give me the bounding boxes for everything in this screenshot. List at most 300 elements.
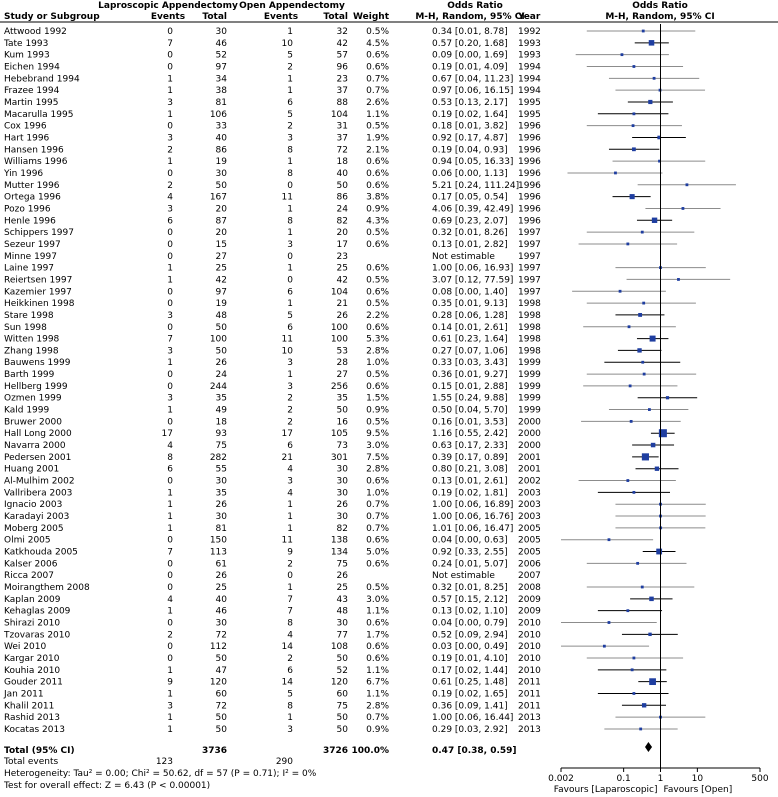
point-estimate bbox=[666, 396, 669, 399]
events-lap: 7 bbox=[167, 334, 173, 345]
study-name: Kouhia 2010 bbox=[4, 665, 61, 676]
weight: 0.5% bbox=[366, 228, 389, 239]
point-estimate bbox=[626, 243, 629, 246]
year: 2000 bbox=[518, 429, 541, 440]
events-lap: 1 bbox=[167, 689, 173, 700]
year: 1997 bbox=[518, 263, 541, 274]
study-name: Ignacio 2003 bbox=[4, 500, 63, 511]
year: 1998 bbox=[518, 310, 541, 321]
weight: 0.6% bbox=[366, 180, 389, 191]
year: 1995 bbox=[518, 109, 541, 120]
weight: 0.6% bbox=[366, 263, 389, 274]
point-estimate bbox=[630, 420, 633, 423]
events-lap: 0 bbox=[167, 381, 173, 392]
header-total-1: Total bbox=[202, 12, 227, 22]
total-lap: 33 bbox=[215, 121, 227, 132]
events-open: 3 bbox=[287, 239, 293, 250]
point-estimate bbox=[630, 194, 635, 199]
events-lap: 0 bbox=[167, 287, 173, 298]
odds-ratio-ci: 1.16 [0.55, 2.42] bbox=[432, 429, 508, 440]
odds-ratio-ci: 0.19 [0.02, 1.65] bbox=[432, 689, 508, 700]
events-open: 1 bbox=[287, 74, 293, 85]
study-name: Karadayi 2003 bbox=[4, 512, 70, 523]
odds-ratio-ci: 0.03 [0.00, 0.49] bbox=[432, 642, 508, 653]
year: 1997 bbox=[518, 287, 541, 298]
odds-ratio-ci: 0.50 [0.04, 5.70] bbox=[432, 405, 508, 416]
total-lap: 30 bbox=[215, 512, 227, 523]
point-estimate bbox=[642, 703, 646, 707]
total-open: 40 bbox=[336, 168, 348, 179]
point-estimate bbox=[632, 124, 635, 127]
point-estimate bbox=[641, 586, 644, 589]
events-open: 11 bbox=[281, 334, 293, 345]
total-label: Total (95% CI) bbox=[4, 746, 75, 756]
study-name: Eichen 1994 bbox=[4, 62, 60, 73]
events-lap: 1 bbox=[167, 512, 173, 523]
total-lap: 26 bbox=[215, 571, 227, 582]
odds-ratio-ci: 0.14 [0.01, 2.61] bbox=[432, 322, 508, 333]
point-estimate bbox=[608, 621, 611, 624]
x-axis-tick-label: 10 bbox=[691, 774, 704, 784]
events-open: 0 bbox=[287, 275, 293, 286]
events-lap: 0 bbox=[167, 559, 173, 570]
total-lap: 20 bbox=[215, 204, 227, 215]
year: 1998 bbox=[518, 334, 541, 345]
events-open: 8 bbox=[287, 168, 293, 179]
header-or-group-plot: Odds Ratio bbox=[632, 1, 688, 11]
weight: 0.6% bbox=[366, 559, 389, 570]
odds-ratio-ci: 0.52 [0.09, 2.94] bbox=[432, 630, 508, 641]
point-estimate bbox=[603, 645, 606, 648]
events-lap: 17 bbox=[161, 429, 173, 440]
year: 1998 bbox=[518, 346, 541, 357]
events-open: 8 bbox=[287, 145, 293, 156]
study-name: Frazee 1994 bbox=[4, 86, 60, 97]
weight: 0.7% bbox=[366, 523, 389, 534]
point-estimate bbox=[653, 77, 656, 80]
odds-ratio-ci: 0.63 [0.17, 2.33] bbox=[432, 441, 508, 452]
weight: 1.7% bbox=[366, 630, 389, 641]
events-open: 6 bbox=[287, 322, 293, 333]
year: 2000 bbox=[518, 441, 541, 452]
total-lap: 19 bbox=[215, 157, 227, 168]
events-lap: 0 bbox=[167, 62, 173, 73]
events-lap: 3 bbox=[167, 393, 173, 404]
events-open: 1 bbox=[287, 263, 293, 274]
year: 1999 bbox=[518, 405, 541, 416]
study-name: Attwood 1992 bbox=[4, 27, 67, 37]
study-name: Gouder 2011 bbox=[4, 677, 63, 688]
year: 2013 bbox=[518, 713, 541, 724]
events-open: 11 bbox=[281, 192, 293, 203]
point-estimate bbox=[677, 278, 680, 281]
weight: 2.8% bbox=[366, 701, 389, 712]
study-name: Cox 1996 bbox=[4, 121, 47, 132]
year: 1996 bbox=[518, 168, 541, 179]
year: 2009 bbox=[518, 594, 541, 605]
events-lap: 1 bbox=[167, 275, 173, 286]
heterogeneity-text: Heterogeneity: Tau² = 0.00; Chi² = 50.62, df = 57 (P = 0.71); I² = 0% bbox=[4, 769, 317, 779]
point-estimate bbox=[648, 408, 651, 411]
total-open: 43 bbox=[336, 594, 348, 605]
events-lap: 0 bbox=[167, 50, 173, 61]
weight: 2.2% bbox=[366, 310, 389, 321]
year: 2011 bbox=[518, 701, 541, 712]
odds-ratio-ci: Not estimable bbox=[432, 571, 495, 582]
weight: 0.5% bbox=[366, 417, 389, 428]
weight: 1.1% bbox=[366, 109, 389, 120]
study-name: Minne 1997 bbox=[4, 251, 57, 262]
year: 1994 bbox=[518, 74, 541, 85]
year: 1996 bbox=[518, 145, 541, 156]
total-lap: 38 bbox=[215, 86, 227, 97]
header-year: Year bbox=[518, 12, 541, 22]
study-name: Pedersen 2001 bbox=[4, 452, 72, 463]
point-estimate bbox=[656, 549, 662, 555]
overall-effect-text: Test for overall effect: Z = 6.43 (P < 0.00001) bbox=[4, 781, 211, 791]
point-estimate bbox=[682, 207, 685, 210]
odds-ratio-ci: 0.09 [0.00, 1.69] bbox=[432, 50, 508, 61]
total-lap: 113 bbox=[209, 547, 227, 558]
x-axis-tick-label: 0.1 bbox=[616, 774, 631, 784]
odds-ratio-ci: 5.21 [0.24, 111.24] bbox=[432, 180, 520, 191]
odds-ratio-ci: 0.06 [0.00, 1.13] bbox=[432, 168, 508, 179]
odds-ratio-ci: 0.69 [0.23, 2.07] bbox=[432, 216, 508, 227]
total-open: 104 bbox=[330, 109, 348, 120]
odds-ratio-ci: 1.00 [0.06, 16.76] bbox=[432, 512, 514, 523]
events-lap: 2 bbox=[167, 180, 173, 191]
events-open: 4 bbox=[287, 464, 293, 475]
odds-ratio-ci: 0.13 [0.01, 2.61] bbox=[432, 476, 508, 487]
study-name: Reiertsen 1997 bbox=[4, 275, 73, 286]
total-open: 50 bbox=[336, 724, 348, 735]
year: 2003 bbox=[518, 500, 541, 511]
odds-ratio-ci: 0.13 [0.02, 1.10] bbox=[432, 606, 508, 617]
study-name: Zhang 1998 bbox=[4, 346, 59, 357]
weight: 1.5% bbox=[366, 393, 389, 404]
total-open: 30 bbox=[336, 488, 348, 499]
total-lap: 97 bbox=[215, 62, 227, 73]
total-lap: 42 bbox=[215, 275, 227, 286]
study-name: Kald 1999 bbox=[4, 405, 50, 416]
total-open: 26 bbox=[336, 500, 348, 511]
total-lap: 150 bbox=[209, 535, 227, 546]
odds-ratio-ci: 0.08 [0.00, 1.40] bbox=[432, 287, 508, 298]
events-open: 3 bbox=[287, 133, 293, 144]
point-estimate bbox=[638, 313, 642, 317]
total-open: 88 bbox=[336, 97, 348, 108]
odds-ratio-ci: 0.19 [0.02, 1.81] bbox=[432, 488, 508, 499]
events-open: 21 bbox=[281, 452, 293, 463]
events-lap: 0 bbox=[167, 571, 173, 582]
total-events-label: Total events bbox=[4, 757, 59, 767]
point-estimate bbox=[655, 467, 659, 471]
odds-ratio-ci: 0.39 [0.17, 0.89] bbox=[432, 452, 508, 463]
year: 2011 bbox=[518, 677, 541, 688]
total-lap: 25 bbox=[215, 263, 227, 274]
total-lap: 50 bbox=[215, 346, 227, 357]
events-open: 5 bbox=[287, 310, 293, 321]
events-open: 0 bbox=[287, 571, 293, 582]
year: 2011 bbox=[518, 689, 541, 700]
events-lap: 1 bbox=[167, 665, 173, 676]
point-estimate bbox=[643, 373, 646, 376]
study-name: Martin 1995 bbox=[4, 97, 59, 108]
total-lap: 48 bbox=[215, 310, 227, 321]
year: 1996 bbox=[518, 157, 541, 168]
study-name: Stare 1998 bbox=[4, 310, 54, 321]
total-open: 52 bbox=[336, 665, 348, 676]
events-open: 6 bbox=[287, 441, 293, 452]
header-total-2: Total bbox=[323, 12, 348, 22]
events-lap: 0 bbox=[167, 228, 173, 239]
weight: 4.3% bbox=[366, 216, 389, 227]
events-open: 14 bbox=[281, 642, 293, 653]
total-lap: 50 bbox=[215, 713, 227, 724]
study-name: Mutter 1996 bbox=[4, 180, 60, 191]
study-name: Sun 1998 bbox=[4, 322, 47, 333]
total-lap: 50 bbox=[215, 322, 227, 333]
year: 1997 bbox=[518, 228, 541, 239]
odds-ratio-ci: 0.92 [0.17, 4.87] bbox=[432, 133, 508, 144]
events-lap: 3 bbox=[167, 97, 173, 108]
events-lap: 1 bbox=[167, 606, 173, 617]
total-open: 50 bbox=[336, 653, 348, 664]
total-open: 16 bbox=[336, 417, 348, 428]
total-open: 256 bbox=[330, 381, 348, 392]
odds-ratio-ci: 0.17 [0.05, 0.54] bbox=[432, 192, 508, 203]
study-name: Moirangthem 2008 bbox=[4, 583, 90, 594]
events-lap: 7 bbox=[167, 547, 173, 558]
point-estimate bbox=[633, 112, 636, 115]
total-lap: 87 bbox=[215, 216, 227, 227]
total-lap: 50 bbox=[215, 724, 227, 735]
total-open: 50 bbox=[336, 405, 348, 416]
study-name: Kargar 2010 bbox=[4, 653, 60, 664]
point-estimate bbox=[633, 692, 636, 695]
total-open: 23 bbox=[336, 74, 348, 85]
weight: 0.6% bbox=[366, 653, 389, 664]
events-lap: 0 bbox=[167, 322, 173, 333]
odds-ratio-ci: 0.13 [0.01, 2.82] bbox=[432, 239, 508, 250]
year: 1999 bbox=[518, 370, 541, 381]
year: 1994 bbox=[518, 62, 541, 73]
odds-ratio-ci: 0.19 [0.04, 0.93] bbox=[432, 145, 508, 156]
events-lap: 6 bbox=[167, 216, 173, 227]
events-lap: 0 bbox=[167, 476, 173, 487]
total-open: 75 bbox=[336, 559, 348, 570]
events-lap: 4 bbox=[167, 192, 173, 203]
total-open: 42 bbox=[336, 275, 348, 286]
odds-ratio-ci: 0.32 [0.01, 8.25] bbox=[432, 583, 508, 594]
point-estimate bbox=[631, 668, 634, 671]
events-open: 17 bbox=[281, 429, 293, 440]
events-lap: 0 bbox=[167, 618, 173, 629]
weight: 2.1% bbox=[366, 145, 389, 156]
year: 1996 bbox=[518, 216, 541, 227]
total-open: 27 bbox=[336, 370, 348, 381]
total-lap: 100 bbox=[209, 334, 227, 345]
total-ci: 0.47 [0.38, 0.59] bbox=[432, 746, 517, 756]
point-estimate bbox=[626, 479, 629, 482]
events-lap: 1 bbox=[167, 500, 173, 511]
events-open: 3 bbox=[287, 381, 293, 392]
total-lap: 86 bbox=[215, 145, 227, 156]
study-name: Vallribera 2003 bbox=[4, 488, 73, 499]
total-lap: 40 bbox=[215, 133, 227, 144]
events-open: 5 bbox=[287, 50, 293, 61]
events-open: 2 bbox=[287, 393, 293, 404]
point-estimate bbox=[633, 657, 636, 660]
events-open: 4 bbox=[287, 488, 293, 499]
odds-ratio-ci: 0.33 [0.03, 3.43] bbox=[432, 358, 508, 369]
point-estimate bbox=[626, 609, 629, 612]
total-events-e1: 123 bbox=[155, 757, 173, 767]
year: 1995 bbox=[518, 97, 541, 108]
total-open: 30 bbox=[336, 512, 348, 523]
events-lap: 1 bbox=[167, 405, 173, 416]
weight: 1.1% bbox=[366, 606, 389, 617]
events-lap: 3 bbox=[167, 204, 173, 215]
study-name: Huang 2001 bbox=[4, 464, 60, 475]
total-lap: 30 bbox=[215, 476, 227, 487]
point-estimate bbox=[652, 218, 657, 223]
study-name: Navarra 2000 bbox=[4, 441, 66, 452]
year: 2007 bbox=[518, 571, 541, 582]
odds-ratio-ci: 0.19 [0.01, 4.10] bbox=[432, 653, 508, 664]
year: 2010 bbox=[518, 642, 541, 653]
events-open: 1 bbox=[287, 500, 293, 511]
events-lap: 1 bbox=[167, 109, 173, 120]
total-lap: 72 bbox=[215, 701, 227, 712]
events-lap: 0 bbox=[167, 251, 173, 262]
total-lap: 112 bbox=[209, 642, 227, 653]
odds-ratio-ci: 1.00 [0.06, 16.93] bbox=[432, 263, 514, 274]
year: 1996 bbox=[518, 204, 541, 215]
point-estimate bbox=[637, 348, 641, 352]
total-lap: 106 bbox=[209, 109, 227, 120]
point-estimate bbox=[619, 290, 622, 293]
odds-ratio-ci: 0.24 [0.01, 5.07] bbox=[432, 559, 508, 570]
odds-ratio-ci: 0.97 [0.06, 16.15] bbox=[432, 86, 514, 97]
weight: 0.6% bbox=[366, 381, 389, 392]
weight: 0.6% bbox=[366, 62, 389, 73]
odds-ratio-ci: 0.67 [0.04, 11.23] bbox=[432, 74, 514, 85]
total-open: 57 bbox=[336, 50, 348, 61]
odds-ratio-ci: 0.15 [0.01, 2.88] bbox=[432, 381, 508, 392]
year: 2005 bbox=[518, 523, 541, 534]
total-lap: 19 bbox=[215, 299, 227, 310]
total-lap: 47 bbox=[215, 665, 227, 676]
events-lap: 0 bbox=[167, 535, 173, 546]
total-open: 30 bbox=[336, 476, 348, 487]
total-lap: 18 bbox=[215, 417, 227, 428]
total-lap: 61 bbox=[215, 559, 227, 570]
total-lap: 30 bbox=[215, 618, 227, 629]
events-lap: 0 bbox=[167, 239, 173, 250]
total-open: 25 bbox=[336, 263, 348, 274]
total-open: 30 bbox=[336, 464, 348, 475]
odds-ratio-ci: 0.36 [0.09, 1.41] bbox=[432, 701, 508, 712]
events-lap: 0 bbox=[167, 642, 173, 653]
study-name: Witten 1998 bbox=[4, 334, 60, 345]
events-lap: 8 bbox=[167, 452, 173, 463]
events-lap: 1 bbox=[167, 724, 173, 735]
year: 1992 bbox=[518, 27, 541, 37]
odds-ratio-ci: 0.61 [0.23, 1.64] bbox=[432, 334, 508, 345]
year: 2008 bbox=[518, 583, 541, 594]
weight: 0.6% bbox=[366, 476, 389, 487]
total-open: 138 bbox=[330, 535, 348, 546]
events-lap: 1 bbox=[167, 523, 173, 534]
events-lap: 3 bbox=[167, 346, 173, 357]
total-open: 53 bbox=[336, 346, 348, 357]
study-name: Ozmen 1999 bbox=[4, 393, 62, 404]
total-open: 75 bbox=[336, 701, 348, 712]
point-estimate bbox=[651, 443, 656, 448]
study-name: Yin 1996 bbox=[4, 168, 44, 179]
header-weight: Weight bbox=[353, 12, 389, 22]
study-name: Wei 2010 bbox=[4, 642, 47, 653]
total-open: 134 bbox=[330, 547, 348, 558]
point-estimate bbox=[649, 597, 654, 602]
total-open: 18 bbox=[336, 157, 348, 168]
total-lap: 55 bbox=[215, 464, 227, 475]
odds-ratio-ci: 0.36 [0.01, 9.27] bbox=[432, 370, 508, 381]
events-open: 10 bbox=[281, 38, 293, 49]
year: 1996 bbox=[518, 121, 541, 132]
odds-ratio-ci: 0.27 [0.07, 1.06] bbox=[432, 346, 508, 357]
total-open: 20 bbox=[336, 228, 348, 239]
favours-right-label: Favours [Open] bbox=[663, 785, 733, 795]
events-lap: 0 bbox=[167, 299, 173, 310]
events-open: 9 bbox=[287, 547, 293, 558]
total-lap: 30 bbox=[215, 168, 227, 179]
weight: 0.9% bbox=[366, 405, 389, 416]
weight: 0.6% bbox=[366, 322, 389, 333]
total-lap: 15 bbox=[215, 239, 227, 250]
events-lap: 0 bbox=[167, 370, 173, 381]
point-estimate bbox=[633, 491, 636, 494]
odds-ratio-ci: 0.35 [0.01, 9.13] bbox=[432, 299, 508, 310]
total-open: 25 bbox=[336, 583, 348, 594]
total-lap: 30 bbox=[215, 27, 227, 37]
weight: 2.8% bbox=[366, 346, 389, 357]
weight: 0.7% bbox=[366, 86, 389, 97]
weight: 0.7% bbox=[366, 713, 389, 724]
year: 1999 bbox=[518, 381, 541, 392]
total-lap: 49 bbox=[215, 405, 227, 416]
study-name: Tzovaras 2010 bbox=[4, 630, 71, 641]
total-lap: 93 bbox=[215, 429, 227, 440]
total-lap: 40 bbox=[215, 594, 227, 605]
weight: 0.6% bbox=[366, 535, 389, 546]
events-lap: 1 bbox=[167, 157, 173, 168]
study-name: Kum 1993 bbox=[4, 50, 50, 61]
odds-ratio-ci: 0.29 [0.03, 2.92] bbox=[432, 724, 508, 735]
study-name: Moberg 2005 bbox=[4, 523, 64, 534]
events-open: 1 bbox=[287, 204, 293, 215]
study-name: Henle 1996 bbox=[4, 216, 56, 227]
events-lap: 1 bbox=[167, 74, 173, 85]
events-open: 7 bbox=[287, 594, 293, 605]
total-lap: 97 bbox=[215, 287, 227, 298]
events-lap: 0 bbox=[167, 583, 173, 594]
total-open: 100 bbox=[330, 334, 348, 345]
events-lap: 4 bbox=[167, 441, 173, 452]
point-estimate bbox=[642, 453, 649, 460]
year: 1996 bbox=[518, 133, 541, 144]
